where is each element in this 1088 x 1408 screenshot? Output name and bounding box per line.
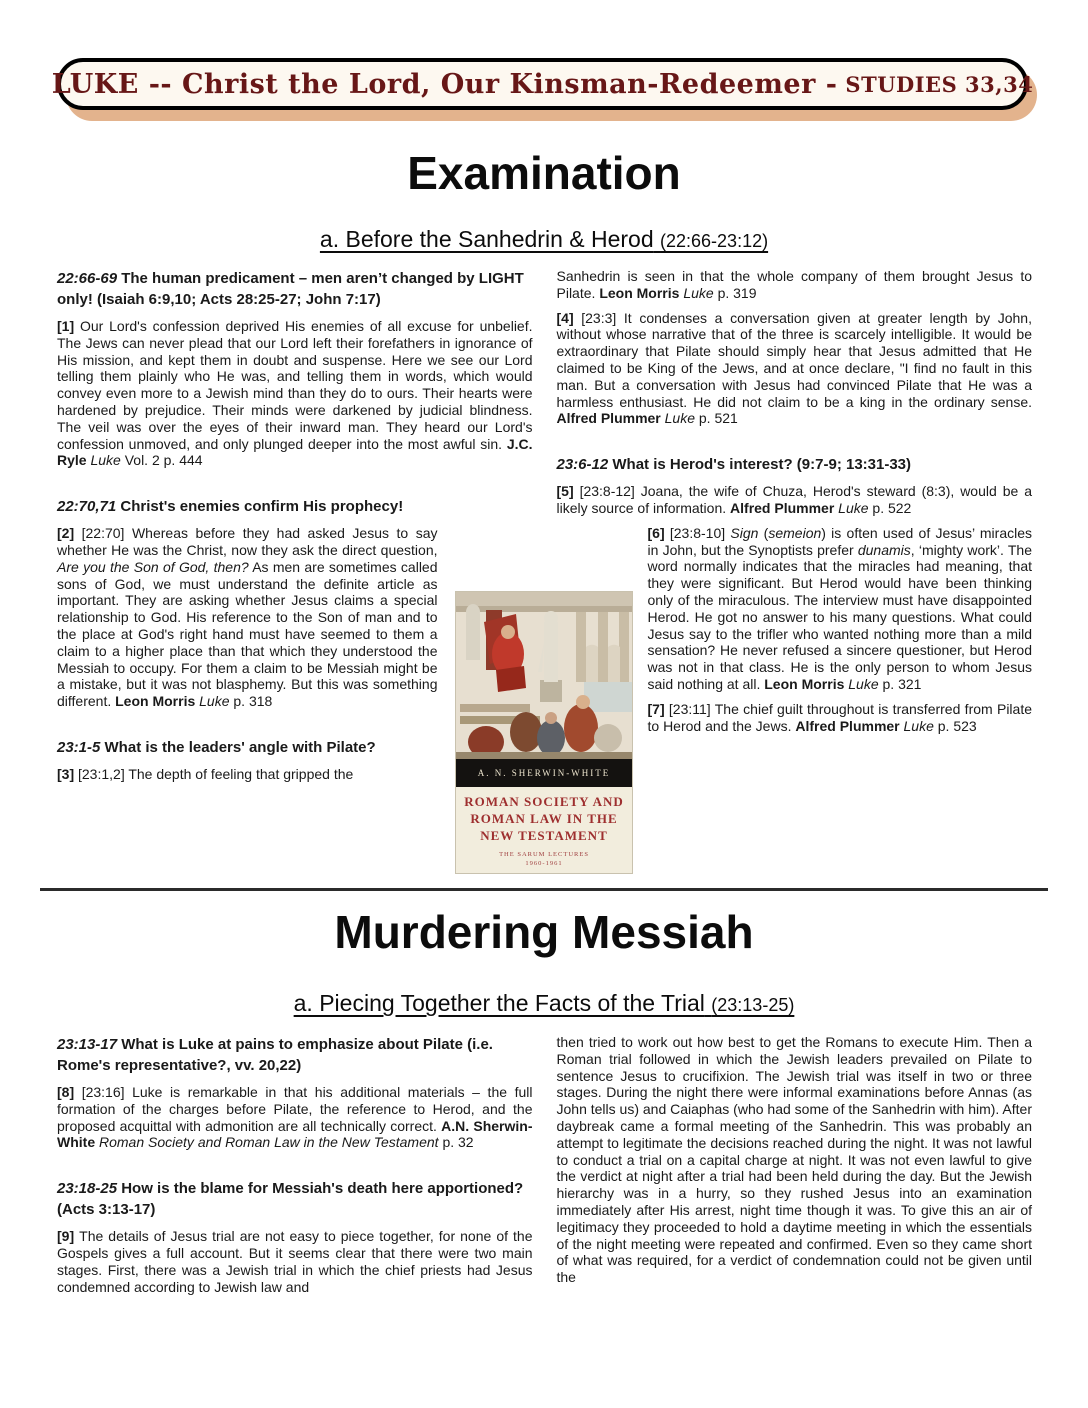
study-heading bbox=[57, 1034, 533, 1076]
text-run: A.N. Sherwin-White bbox=[57, 1117, 533, 1151]
text-run: , ‘mighty work’. The word normally indicates that the miracles had meaning, that they were significant. But Herod would have been thinking only of the miraculous. The interview must have disappointed Herod. He got no answer to his many questions. What could Jesus say to the trifler who wanted nothing more than a mild sensation? He never refused a sincere questioner, but Herod was not in that class. He is the only person to whom Jesus said nothing at all. bbox=[647, 541, 1032, 692]
paragraph bbox=[557, 310, 1033, 428]
text-run: ( bbox=[758, 524, 769, 541]
paragraph bbox=[57, 766, 438, 783]
text-run: Sanhedrin is seen in that the whole company of them brought Jesus to Pilate. bbox=[556, 268, 1032, 301]
text-run: [23:8-10] bbox=[669, 524, 731, 541]
section1-subtitle bbox=[0, 226, 1088, 253]
text-run: semeion bbox=[768, 524, 822, 541]
text-run: p. 32 bbox=[438, 1134, 474, 1151]
section2-left-column bbox=[57, 1034, 533, 1374]
book-cover-title-line: ROMAN SOCIETY AND bbox=[464, 794, 624, 809]
book-cover-subtitle-line: THE SARUM LECTURES bbox=[499, 850, 589, 858]
section2-subtitle-text: a. Piecing Together the Facts of the Trial bbox=[293, 990, 705, 1016]
text-run: Luke bbox=[838, 499, 869, 516]
text-run: p. 321 bbox=[878, 675, 922, 692]
book-cover-image bbox=[456, 592, 632, 873]
book-cover-painting bbox=[456, 592, 632, 759]
text-run: Leon Morris bbox=[115, 693, 200, 710]
book-cover-title-line: NEW TESTAMENT bbox=[480, 827, 608, 843]
text-run: p. 523 bbox=[933, 717, 977, 734]
study-heading bbox=[57, 737, 438, 758]
text-run: Vol. 2 p. 444 bbox=[120, 452, 203, 469]
text-run: p. 318 bbox=[229, 693, 273, 710]
text-run: Our Lord's confession deprived His enemies of all excuse for unbelief. The Jews can never plead that our Lord left their forefathers in ignorance of His mission, and kept them in doubt and suspense. Here we see our Lord telling them plainly who He was, and telling them in words, which would convey even more to a Jewish mind than they do to ours. Their hearts were hardened by prejudice. Their minds were darkened by judicial blindness. The veil was over the eyes of their inward man. They heard our Lord's confession unmoved, and only plunged deeper into the most awful sin. bbox=[57, 318, 533, 452]
section1-title: Examination bbox=[407, 147, 681, 199]
text-run: [4] bbox=[556, 309, 582, 326]
banner-title: LUKE -- Christ the Lord, Our Kinsman-Redeemer - bbox=[51, 68, 838, 100]
text-run: ) is often used of Jesus’ miracles in John, but the Synoptists prefer bbox=[647, 524, 1033, 558]
text-run: p. 522 bbox=[868, 499, 912, 516]
text-run: What is Luke at pains to emphasize about Pilate (i.e. Rome's representative?, vv. 20,22) bbox=[57, 1036, 493, 1074]
text-run: Are you the Son of God, then? bbox=[57, 558, 249, 575]
text-run: Luke bbox=[664, 410, 695, 427]
text-run: [23:1,2] The depth of feeling that gripped the bbox=[78, 765, 354, 782]
book-cover-title-area bbox=[456, 787, 632, 873]
section2-right-column bbox=[557, 1034, 1033, 1374]
text-run: What is the leaders' angle with Pilate? bbox=[100, 738, 376, 756]
text-run: [1] bbox=[57, 318, 80, 334]
text-run: What is Herod's interest? (9:7-9; 13:31-33) bbox=[608, 456, 912, 474]
book-cover-subtitle-line: 1960-1961 bbox=[525, 860, 563, 868]
text-run: Leon Morris bbox=[764, 675, 849, 692]
text-run: p. 521 bbox=[695, 410, 738, 427]
header-banner bbox=[51, 58, 1034, 110]
text-run: Luke bbox=[903, 717, 934, 734]
text-run: Leon Morris bbox=[599, 284, 684, 301]
text-run: dunamis bbox=[857, 541, 911, 558]
text-run: Roman Society and Roman Law in the New Testament bbox=[99, 1134, 439, 1151]
text-run: 23:18-25 bbox=[57, 1180, 118, 1198]
text-run: p. 319 bbox=[713, 284, 757, 301]
text-run: 22:66-69 bbox=[57, 270, 118, 287]
study-heading bbox=[57, 1178, 533, 1220]
text-run: [22:70] Whereas before they had asked Jesus to say whether He was the Christ, now they ask the direct question, bbox=[57, 525, 438, 558]
text-run: J.C. Ryle bbox=[57, 435, 533, 469]
text-run: [23:8-12] Joana, the wife of Chuza, Herod's steward (8:3), would be a likely source of information. bbox=[556, 483, 1033, 516]
text-run: Luke bbox=[199, 693, 230, 710]
section-divider-rule bbox=[40, 888, 1048, 891]
text-run: Alfred Plummer bbox=[795, 717, 904, 734]
text-run: As men are sometimes called sons of God, we must understand the definite article as important. They are asking whether Jesus claims a special relationship to God. His reference to the Son of man and to the place at God's right hand must have seemed to them a claim to a higher place than that which they understood the Messiah to occupy. For them a claim to be Messiah might be a mistake, but it was not blasphemy. But this was something different. bbox=[57, 558, 438, 710]
text-run: [3] bbox=[57, 765, 78, 782]
text-run: Luke bbox=[848, 675, 879, 692]
text-run: Sign bbox=[730, 524, 759, 541]
paragraph bbox=[648, 701, 1033, 735]
text-run: then tried to work out how best to get the Romans to execute Him. Then a Roman trial followed in which the Jewish leaders prevailed on Pilate to sentence Jesus to crucifixion. The Jewish trial was itself in two or three stages. During the night there were informal examinations before Annas (as John tells us) and Caiaphas (who had some of the Sanhedrin with him). After daybreak came a formal meeting of the Sanhedrin. This was probably an attempt to legitimate the decisions reached during the night. It was not lawful to conduct a trial on a capital charge at night. It was not even lawful to give the verdict at night after a trial had been held during the day. But the Jewish hierarchy was in a hurry, so they rushed Jesus into an examination immediately after His arrest, night time though it was. To give this an air of legitimacy they proceeded to hold a daytime meeting in which the essentials of the night meeting were repeated and confirmed. Even so they came short of what was required, for a verdict of condemnation could not be given until the bbox=[556, 1034, 1032, 1286]
paragraph bbox=[557, 1034, 1033, 1286]
paragraph bbox=[557, 483, 1033, 517]
study-heading bbox=[57, 496, 533, 517]
section2-title: Murdering Messiah bbox=[334, 906, 754, 958]
text-run: How is the blame for Messiah's death here apportioned? (Acts 3:13-17) bbox=[57, 1180, 524, 1219]
text-run: [2] bbox=[57, 525, 82, 542]
text-run: The details of Jesus trial are not easy to piece together, for none of the Gospels gives a full account. But it seems clear that there were two main stages. First, there was a Jewish trial in which the chief priests had Jesus condemned according to Jewish law and bbox=[57, 1228, 533, 1295]
paragraph bbox=[648, 525, 1033, 693]
text-run: [5] bbox=[556, 483, 580, 500]
section2-columns bbox=[57, 1034, 1032, 1374]
text-run: [23:3] It condenses a conversation given at greater length by John, without whose narrative that of the three is scarcely intelligible. It would be extraordinary that Pilate should simply hear that Jesus admitted that He claimed to be King of the Jews, and at once declare, "I find no fault in this man. But a conversation with Jesus had convinced Pilate that He was a harmless enthusiast. He did not claim to be a king in the ordinary sense. bbox=[556, 309, 1032, 410]
study-heading bbox=[57, 268, 533, 310]
text-run: Christ's enemies confirm His prophecy! bbox=[116, 498, 404, 516]
text-run: Luke bbox=[683, 284, 714, 301]
text-run: [9] bbox=[57, 1228, 80, 1245]
paragraph bbox=[57, 318, 533, 469]
text-run: 23:13-17 bbox=[57, 1036, 118, 1053]
text-run: The human predicament – men aren’t changed by LIGHT only! (Isaiah 6:9,10; Acts 28:25-27; John 7:17) bbox=[57, 270, 524, 308]
book-cover-author: A. N. SHERWIN-WHITE bbox=[456, 759, 632, 787]
text-run: [23:11] The chief guilt throughout is transferred from Pilate to Herod and the Jews. bbox=[647, 700, 1033, 734]
text-run: Luke bbox=[90, 452, 121, 469]
text-run: [23:16] Luke is remarkable in that his additional materials – the full formation of the charges before Pilate, the reference to Herod, and the proposed acquittal with admonition are all technically correct. bbox=[57, 1084, 533, 1134]
book-cover-title-line: ROMAN LAW IN THE bbox=[470, 810, 618, 826]
section1-subtitle-text: a. Before the Sanhedrin & Herod bbox=[319, 226, 654, 252]
text-run: 23:6-12 bbox=[556, 456, 609, 474]
study-heading bbox=[557, 454, 1033, 475]
paragraph bbox=[57, 1228, 533, 1295]
text-run: Alfred Plummer bbox=[556, 410, 665, 427]
banner-studies-label: STUDIES 33,34 bbox=[845, 71, 1034, 97]
text-run: Alfred Plummer bbox=[730, 499, 839, 516]
paragraph bbox=[57, 525, 438, 710]
text-run: [6] bbox=[647, 524, 670, 541]
text-run: [8] bbox=[57, 1084, 82, 1100]
section1-subtitle-ref: (22:66-23:12) bbox=[660, 231, 769, 251]
section2-subtitle bbox=[0, 990, 1088, 1017]
text-run: 23:1-5 bbox=[57, 738, 101, 756]
text-run: 22:70,71 bbox=[57, 498, 117, 516]
text-run: [7] bbox=[647, 700, 669, 717]
section2-subtitle-ref: (23:13-25) bbox=[711, 995, 795, 1015]
paragraph bbox=[557, 268, 1033, 302]
paragraph bbox=[57, 1084, 533, 1151]
